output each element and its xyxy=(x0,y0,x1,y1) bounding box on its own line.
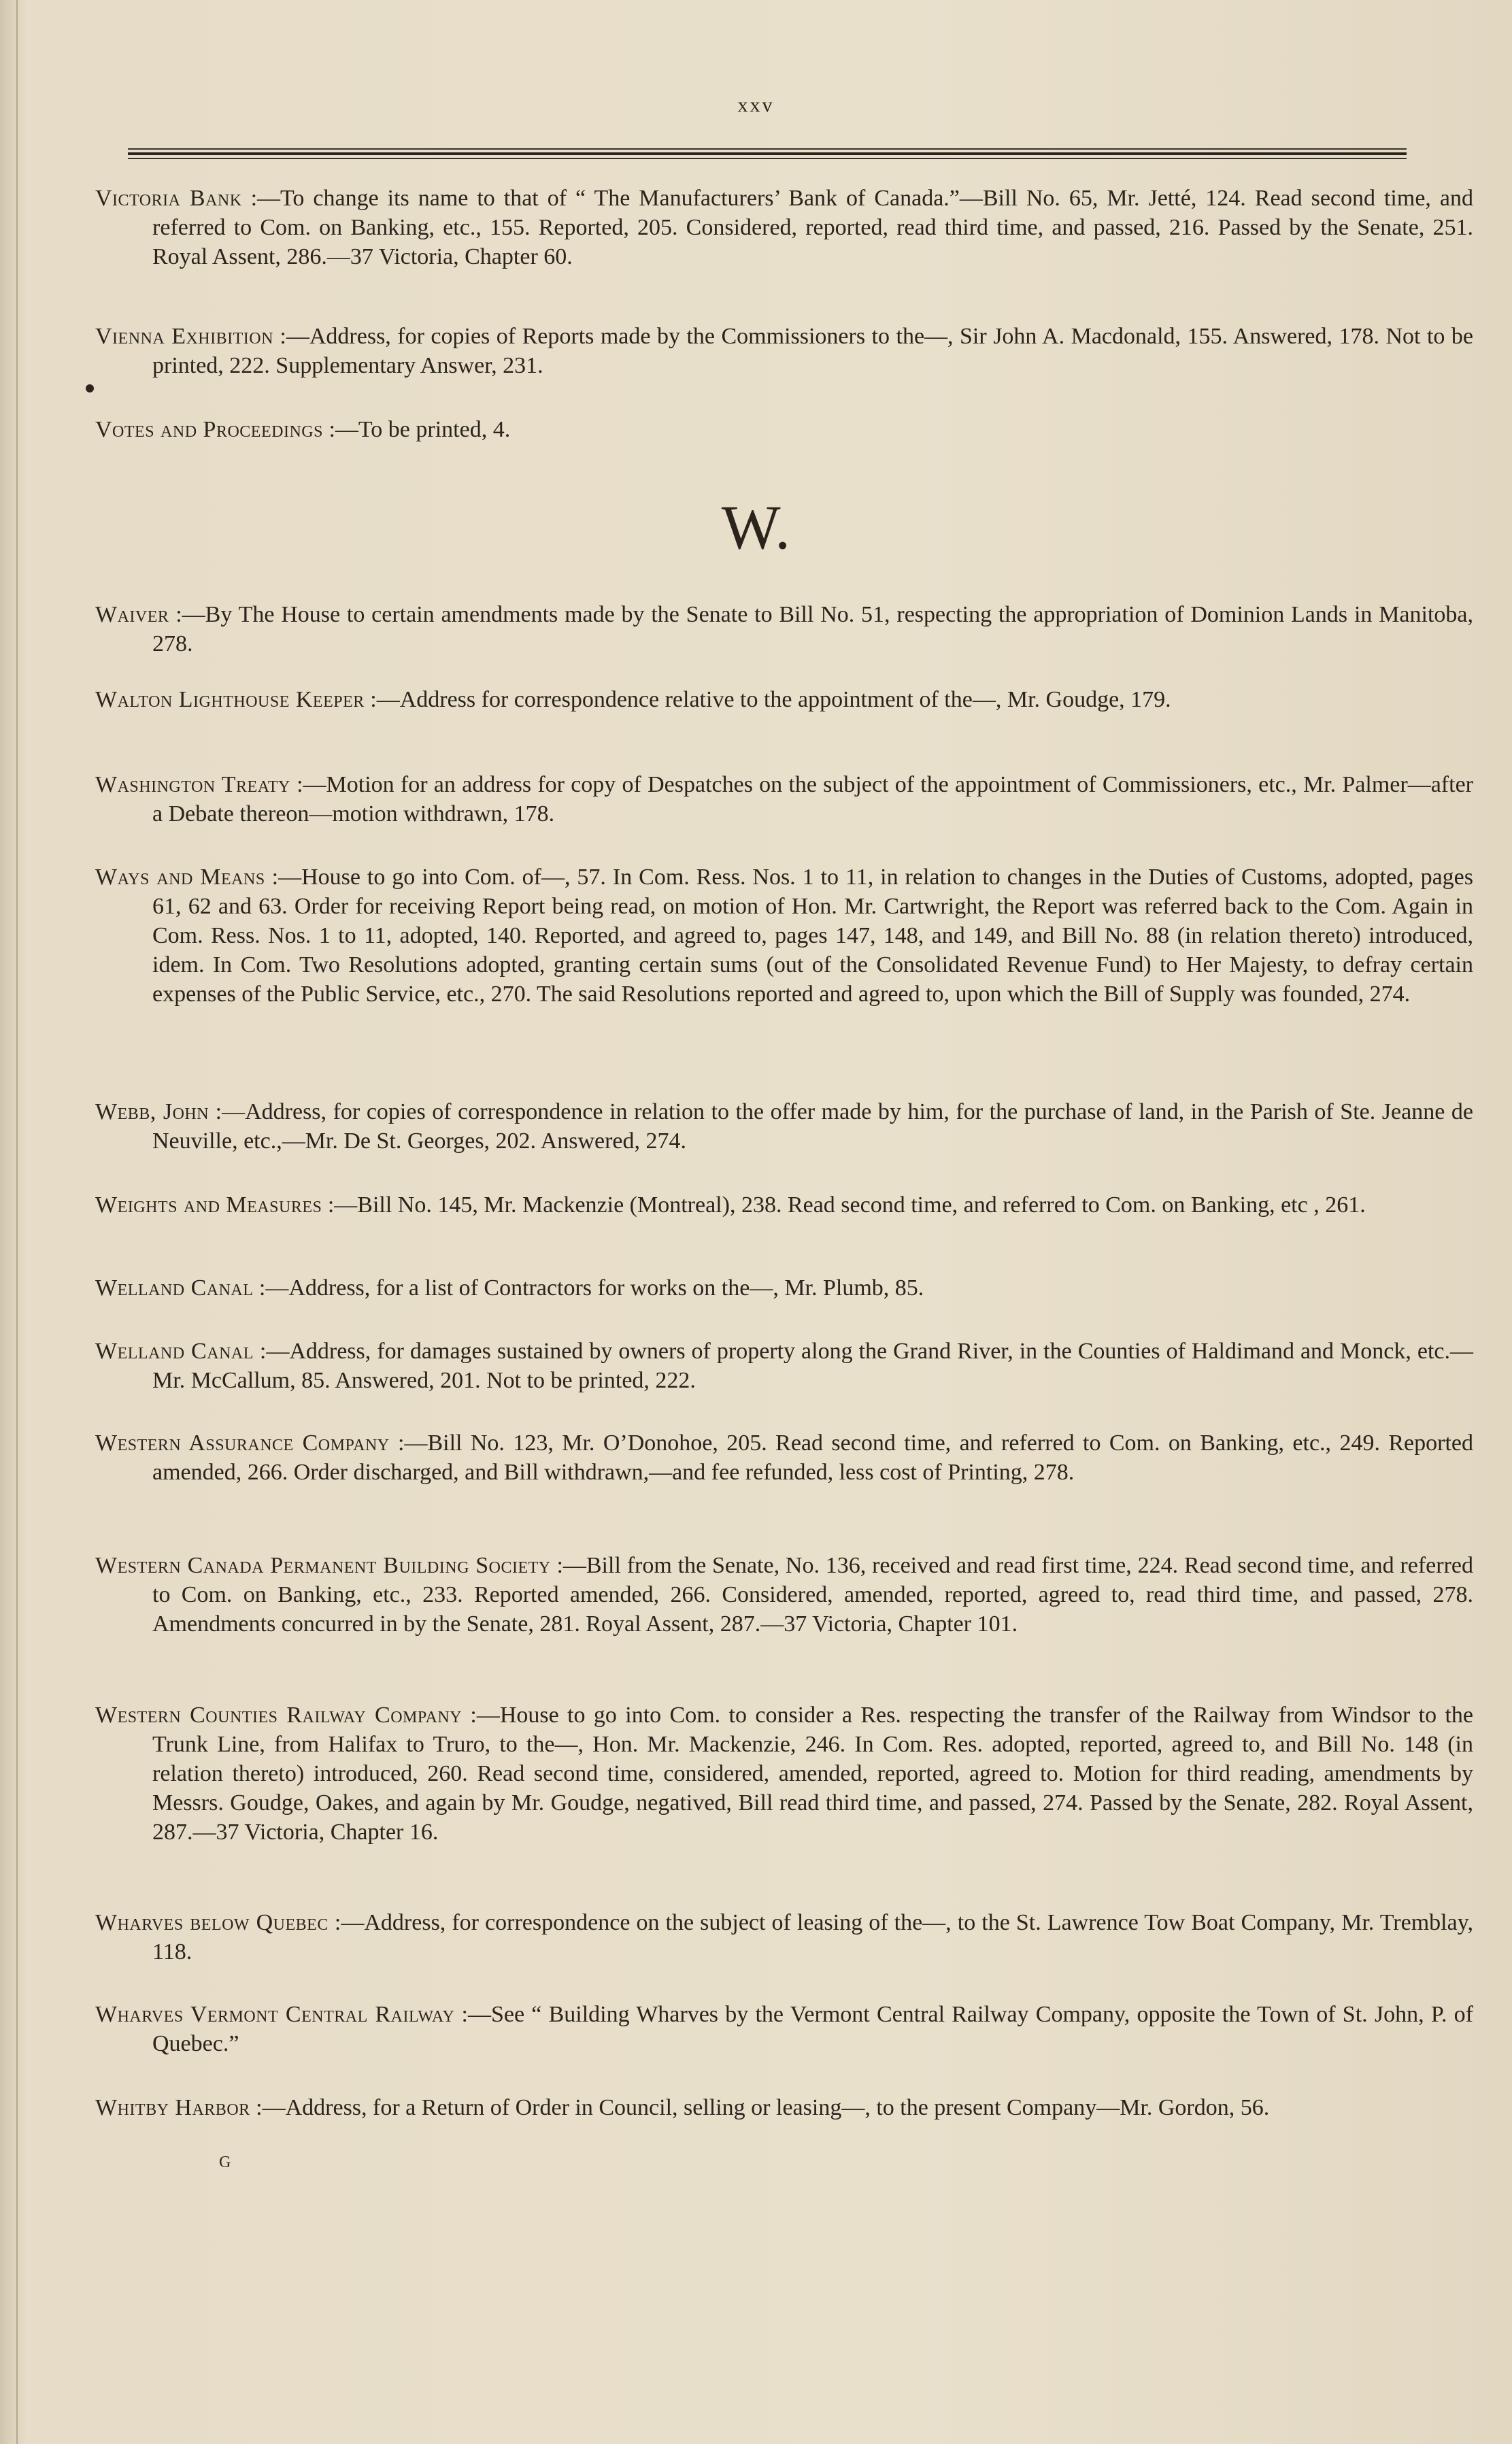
index-entry-wharves-below-quebec xyxy=(95,1908,1473,1966)
entry-heading: Wharves Vermont Central Railway xyxy=(95,2002,455,2027)
index-entry-victoria-bank xyxy=(95,184,1473,271)
index-entry-whitby-harbor xyxy=(95,2093,1473,2122)
index-entry-waiver xyxy=(95,600,1473,658)
entry-text: :—Address, for correspondence on the subject of leasing of the—, to the St. Lawrence Tow Boat Company, Mr. Tremblay, 118. xyxy=(152,1910,1473,1964)
index-entry-weights-and-measures xyxy=(95,1190,1473,1220)
entry-text: :—By The House to certain amendments made by the Senate to Bill No. 51, respecting the appropriation of Dominion Lands in Manitoba, 278. xyxy=(152,602,1473,656)
ink-dot xyxy=(86,384,94,392)
index-entry-vienna-exhibition xyxy=(95,322,1473,380)
entry-text: :—Address, for copies of correspondence in relation to the offer made by him, for the purchase of land, in the Parish of Ste. Jeanne de Neuville, etc.,—Mr. De St. Georges, 202. Answered, 274. xyxy=(152,1099,1473,1154)
entry-text: :—Address, for a list of Contractors for works on the—, Mr. Plumb, 85. xyxy=(253,1275,924,1301)
rule-line-bottom xyxy=(128,158,1407,159)
page-number: xxv xyxy=(737,94,775,116)
entry-text: :—Address, for damages sustained by owners of property along the Grand River, in the Counties of Haldimand and Monck, etc.—Mr. McCallum, 85. Answered, 201. Not to be printed, 222. xyxy=(152,1339,1473,1393)
index-entry-welland-canal-contractors xyxy=(95,1273,1473,1303)
entry-heading: Western Assurance Company xyxy=(95,1430,390,1456)
entry-heading: Wharves below Quebec xyxy=(95,1910,329,1935)
entry-heading: Votes and Proceedings xyxy=(95,417,323,442)
signature-mark: G xyxy=(219,2154,231,2171)
entry-heading: Waiver xyxy=(95,602,169,627)
entry-text: :—Bill No. 145, Mr. Mackenzie (Montreal), 238. Read second time, and referred to Com. on Banking, etc , 261. xyxy=(322,1192,1366,1218)
index-entry-votes-and-proceedings xyxy=(95,415,1473,444)
entry-text: :—Bill from the Senate, No. 136, received and read first time, 224. Read second time, and referred to Com. on Banking, etc., 233. Reported amended, 266. Considered, amended, reported, agreed to, read third time, and passed, 278. Amendments concurred in by the Senate, 281. Royal Assent, 287.—37 Victoria, Chapter 101. xyxy=(152,1553,1473,1637)
index-entry-western-assurance-company xyxy=(95,1428,1473,1487)
header-rule xyxy=(128,148,1407,159)
entry-text: :—See “ Building Wharves by the Vermont Central Railway Company, opposite the Town of St. John, P. of Quebec.” xyxy=(152,2002,1474,2056)
rule-line-middle xyxy=(128,152,1407,155)
section-letter: W. xyxy=(721,492,791,562)
index-entry-wharves-vermont-central xyxy=(95,2000,1473,2058)
index-entry-welland-canal-damages xyxy=(95,1337,1473,1395)
entry-text: :—Bill No. 123, Mr. O’Donohoe, 205. Read second time, and referred to Com. on Banking, etc., 249. Reported amended, 266. Order discharged, and Bill withdrawn,—and fee refunded, less cost of Printing, 278. xyxy=(152,1430,1473,1485)
index-entry-ways-and-means xyxy=(95,863,1473,1009)
entry-text: :—To change its name to that of “ The Manufacturers’ Bank of Canada.”—Bill No. 65, Mr. Jetté, 124. Read second time, and referred to Com. on Banking, etc., 155. Reported, 205. Considered, reported, read third time, and passed, 216. Passed by the Senate, 251. Royal Assent, 286.—37 Victoria, Chapter 60. xyxy=(152,186,1473,269)
entry-heading: Webb, John xyxy=(95,1099,209,1124)
entry-text: :—House to go into Com. of—, 57. In Com. Ress. Nos. 1 to 11, in relation to changes in the Duties of Customs, adopted, pages 61, 62 and 63. Order for receiving Report being read, on motion of Hon. Mr. Cartwright, the Report was referred back to the Com. Again in Com. Ress. Nos. 1 to 11, adopted, 140. Reported, and agreed to, pages 147, 148, and 149, and Bill No. 88 (in relation thereto) introduced, idem. In Com. Two Resolutions adopted, granting certain sums (out of the Consolidated Revenue Fund) to Her Majesty, to defray certain expenses of the Public Service, etc., 270. The said Resolutions reported and agreed to, upon which the Bill of Supply was founded, 274. xyxy=(152,865,1473,1007)
binding-gutter xyxy=(16,0,18,2444)
entry-text: :—Address, for a Return of Order in Council, selling or leasing—, to the present Company—Mr. Gordon, 56. xyxy=(250,2095,1270,2120)
entry-heading: Welland Canal xyxy=(95,1339,254,1364)
entry-heading: Whitby Harbor xyxy=(95,2095,250,2120)
entry-text: :—Motion for an address for copy of Despatches on the subject of the appointment of Commissioners, etc., Mr. Palmer—after a Debate thereon—motion withdrawn, 178. xyxy=(152,772,1473,826)
entry-heading: Western Counties Railway Company xyxy=(95,1703,463,1728)
entry-heading: Walton Lighthouse Keeper xyxy=(95,687,365,712)
entry-text: :—Address, for copies of Reports made by the Commissioners to the—, Sir John A. Macdonald, 155. Answered, 178. Not to be printed, 222. Supplementary Answer, 231. xyxy=(152,324,1473,378)
entry-text: :—House to go into Com. to consider a Res. respecting the transfer of the Railway from Windsor to the Trunk Line, from Halifax to Truro, to the—, Hon. Mr. Mackenzie, 246. In Com. Res. adopted, reported, agreed to, and Bill No. 148 (in relation thereto) introduced, 260. Read second time, considered, amended, reported, agreed to. Motion for third reading, amendments by Messrs. Goudge, Oakes, and again by Mr. Goudge, negatived, Bill read third time, and passed, 274. Passed by the Senate, 282. Royal Assent, 287.—37 Victoria, Chapter 16. xyxy=(152,1703,1473,1845)
index-entry-walton-lighthouse-keeper xyxy=(95,685,1473,714)
rule-line-top xyxy=(128,148,1407,150)
entry-heading: Washington Treaty xyxy=(95,772,290,797)
entry-text: :—Address for correspondence relative to the appointment of the—, Mr. Goudge, 179. xyxy=(364,687,1171,712)
index-entry-western-counties-railway xyxy=(95,1701,1473,1847)
index-entry-washington-treaty xyxy=(95,770,1473,828)
entry-heading: Vienna Exhibition xyxy=(95,324,273,349)
entry-heading: Weights and Measures xyxy=(95,1192,322,1218)
index-entry-webb-john xyxy=(95,1097,1473,1156)
entry-heading: Western Canada Permanent Building Society xyxy=(95,1553,551,1578)
index-entry-western-canada-building-society xyxy=(95,1551,1473,1639)
entry-heading: Victoria Bank xyxy=(95,186,242,211)
entry-heading: Welland Canal xyxy=(95,1275,254,1301)
entry-heading: Ways and Means xyxy=(95,865,265,890)
entry-text: :—To be printed, 4. xyxy=(322,417,511,442)
